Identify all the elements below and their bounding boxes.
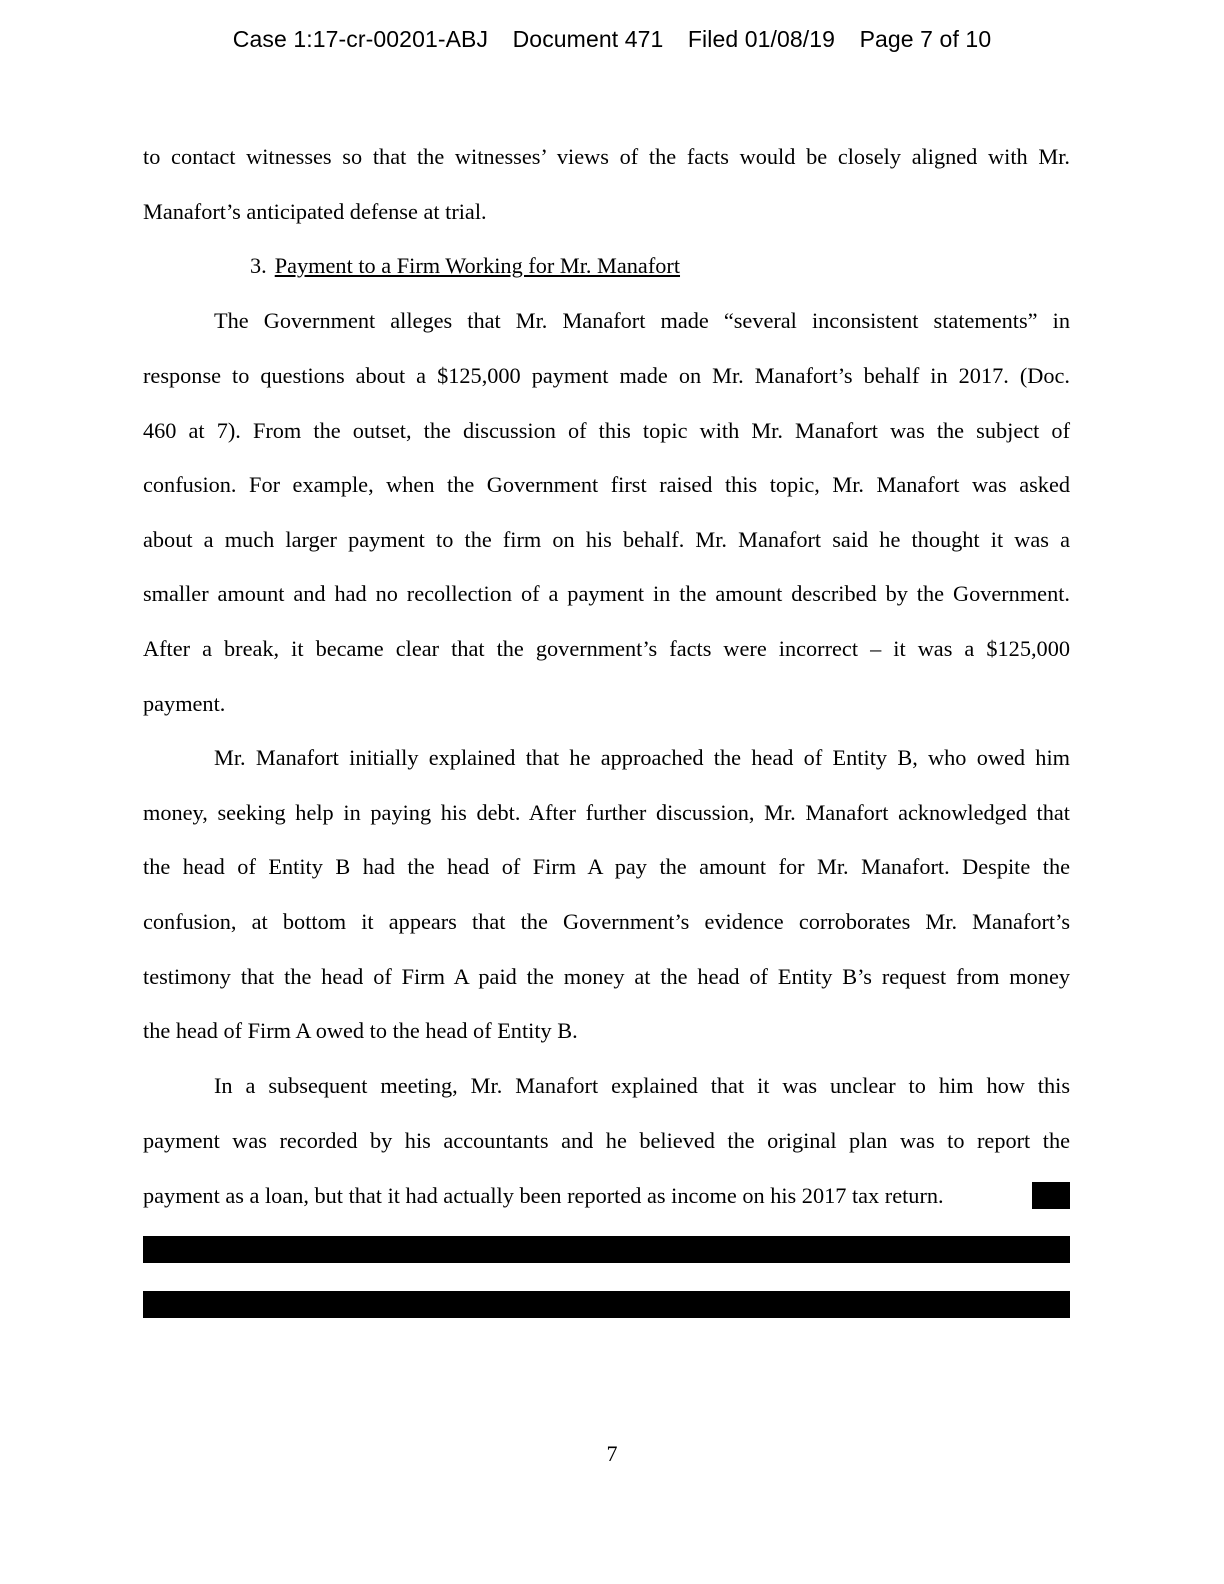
case-header — [0, 26, 1224, 53]
text-line: Manafort’s anticipated defense at trial. — [143, 199, 487, 224]
text-line: about a much larger payment to the firm on his behalf. Mr. Manafort said he thought it was a — [143, 527, 1070, 552]
document-number: Document 471 — [512, 26, 664, 52]
case-number: Case 1:17-cr-00201-ABJ — [232, 26, 489, 52]
section-heading — [250, 251, 680, 281]
text-line: testimony that the head of Firm A paid the money at the head of Entity B’s request from money — [143, 964, 1070, 989]
text-line: the head of Entity B had the head of Firm A pay the amount for Mr. Manafort. Despite the — [143, 854, 1070, 879]
text-line: the head of Firm A owed to the head of Entity B. — [143, 1018, 578, 1043]
section-number: 3. — [250, 253, 267, 278]
text-line: After a break, it became clear that the government’s facts were incorrect – it was a $125,000 — [143, 636, 1070, 661]
text-line: payment was recorded by his accountants and he believed the original plan was to report the — [143, 1128, 1070, 1153]
text-line: confusion. For example, when the Government first raised this topic, Mr. Manafort was asked — [143, 472, 1070, 497]
redaction-bar — [143, 1236, 1070, 1263]
text-line: 460 at 7). From the outset, the discussion of this topic with Mr. Manafort was the subject of — [143, 418, 1070, 443]
redaction-block — [1032, 1182, 1070, 1209]
text-line: Mr. Manafort initially explained that he approached the head of Entity B, who owed him — [214, 745, 1070, 770]
page-of-total: Page 7 of 10 — [859, 26, 992, 52]
text-line: In a subsequent meeting, Mr. Manafort explained that it was unclear to him how this — [214, 1073, 1070, 1098]
filed-date: Filed 01/08/19 — [687, 26, 836, 52]
text-line: smaller amount and had no recollection of a payment in the amount described by the Government. — [143, 581, 1070, 606]
text-line: payment as a loan, but that it had actually been reported as income on his 2017 tax return. — [143, 1183, 944, 1208]
text-line: confusion, at bottom it appears that the Government’s evidence corroborates Mr. Manafort’s — [143, 909, 1070, 934]
redaction-bar — [143, 1291, 1070, 1318]
text-line: money, seeking help in paying his debt. After further discussion, Mr. Manafort acknowledged that — [143, 800, 1070, 825]
page-number: 7 — [606, 1441, 618, 1466]
text-line: The Government alleges that Mr. Manafort made “several inconsistent statements” in — [214, 308, 1070, 333]
text-line: to contact witnesses so that the witnesses’ views of the facts would be closely aligned with Mr. — [143, 144, 1070, 169]
text-line: response to questions about a $125,000 payment made on Mr. Manafort’s behalf in 2017. (Doc. — [143, 363, 1070, 388]
text-line: payment. — [143, 691, 226, 716]
section-title: Payment to a Firm Working for Mr. Manafort — [274, 253, 681, 278]
